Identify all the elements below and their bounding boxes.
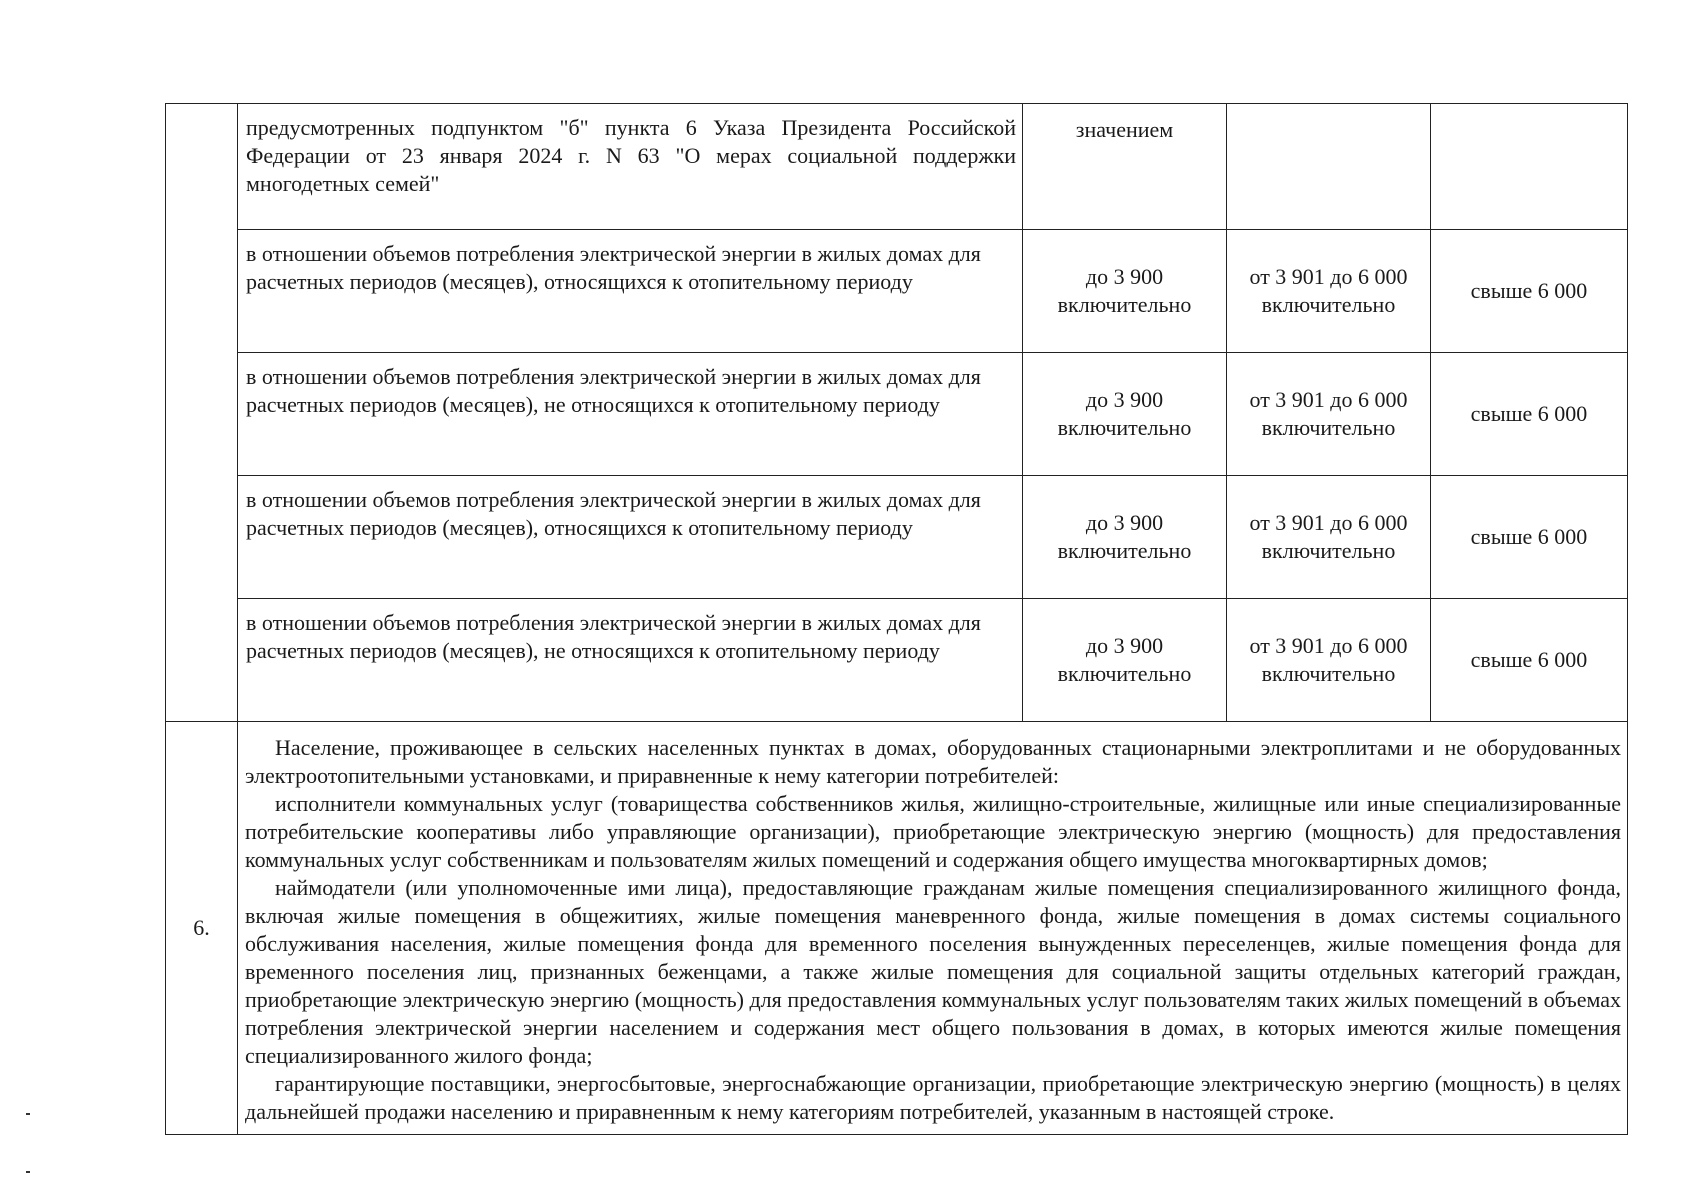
description-cell: в отношении объемов потребления электрической энергии в жилых домах для расчетных периодов (месяцев), относящихся к отопительному периоду <box>238 230 1023 353</box>
paragraph: наймодатели (или уполномоченные ими лица), предоставляющие гражданам жилые помещения специализированного жилищного фонда, включая жилые помещения в общежитиях, жилые помещения маневренного фонда, жилые помещения в домах системы социального обслуживания населения, жилые помещения фонда для временного поселения вынужденных переселенцев, жилые помещения фонда для временного поселения лиц, признанных беженцами, а также жилые помещения для социальной защиты отдельных категорий граждан, приобретающие электрическую энергию (мощность) для предоставления коммунальных услуг пользователям таких жилых помещений в объемах потребления электрической энергии населением и содержания мест общего пользования в домах, в которых имеются жилые помещения специализированного жилого фонда; <box>245 875 1621 1068</box>
value-cell-1: значением <box>1023 104 1227 230</box>
table-row <box>166 230 1628 353</box>
row-number: 6. <box>193 915 210 940</box>
description-text: предусмотренных подпунктом "б" пункта 6 Указа Президента Российской Федерации от 23 января 2024 г. N 63 "О мерах социальной поддержки многодетных семей" <box>246 115 1016 196</box>
value-cell-2: от 3 901 до 6 000 включительно <box>1227 230 1431 353</box>
paragraph: исполнители коммунальных услуг (товарищества собственников жилья, жилищно-строительные, жилищные или иные специализированные потребительские кооперативы либо управляющие организации), приобретающие электрическую энергию (мощность) для предоставления коммунальных услуг собственникам и пользователям жилых помещений и содержания общего имущества многоквартирных домов; <box>245 791 1621 872</box>
value-cell-2: от 3 901 до 6 000 включительно <box>1227 353 1431 476</box>
value-cell-2: от 3 901 до 6 000 включительно <box>1227 599 1431 722</box>
value-cell-1: до 3 900 включительно <box>1023 230 1227 353</box>
description-cell: в отношении объемов потребления электрической энергии в жилых домах для расчетных периодов (месяцев), не относящихся к отопительному периоду <box>238 599 1023 722</box>
value-cell-2 <box>1227 104 1431 230</box>
value-cell-1: до 3 900 включительно <box>1023 599 1227 722</box>
table-row <box>166 353 1628 476</box>
value-cell-3 <box>1431 104 1628 230</box>
row-number-cell <box>166 104 238 722</box>
table-row <box>166 476 1628 599</box>
paragraph: гарантирующие поставщики, энергосбытовые, энергоснабжающие организации, приобретающие электрическую энергию (мощность) в целях дальнейшей продажи населению и приравненным к нему категориям потребителей, указанным в настоящей строке. <box>245 1071 1621 1124</box>
value-cell-3: свыше 6 000 <box>1431 599 1628 722</box>
scan-mark <box>26 1113 30 1115</box>
value-cell-3: свыше 6 000 <box>1431 476 1628 599</box>
value-cell-3: свыше 6 000 <box>1431 230 1628 353</box>
table-row <box>166 599 1628 722</box>
value-cell-2: от 3 901 до 6 000 включительно <box>1227 476 1431 599</box>
row-6-text-cell <box>238 722 1628 1135</box>
tariff-table <box>165 103 1628 1135</box>
description-cell <box>238 104 1023 230</box>
row-number-cell <box>166 722 238 1135</box>
table-row-6 <box>166 722 1628 1135</box>
description-cell: в отношении объемов потребления электрической энергии в жилых домах для расчетных периодов (месяцев), не относящихся к отопительному периоду <box>238 353 1023 476</box>
scan-mark <box>26 1171 30 1173</box>
value-cell-1: до 3 900 включительно <box>1023 476 1227 599</box>
value-cell-3: свыше 6 000 <box>1431 353 1628 476</box>
table-row-continued <box>166 104 1628 230</box>
value-cell-1: до 3 900 включительно <box>1023 353 1227 476</box>
description-cell: в отношении объемов потребления электрической энергии в жилых домах для расчетных периодов (месяцев), относящихся к отопительному периоду <box>238 476 1023 599</box>
paragraph: Население, проживающее в сельских населенных пунктах в домах, оборудованных стационарными электроплитами и не оборудованных электроотопительными установками, и приравненные к нему категории потребителей: <box>245 735 1621 788</box>
